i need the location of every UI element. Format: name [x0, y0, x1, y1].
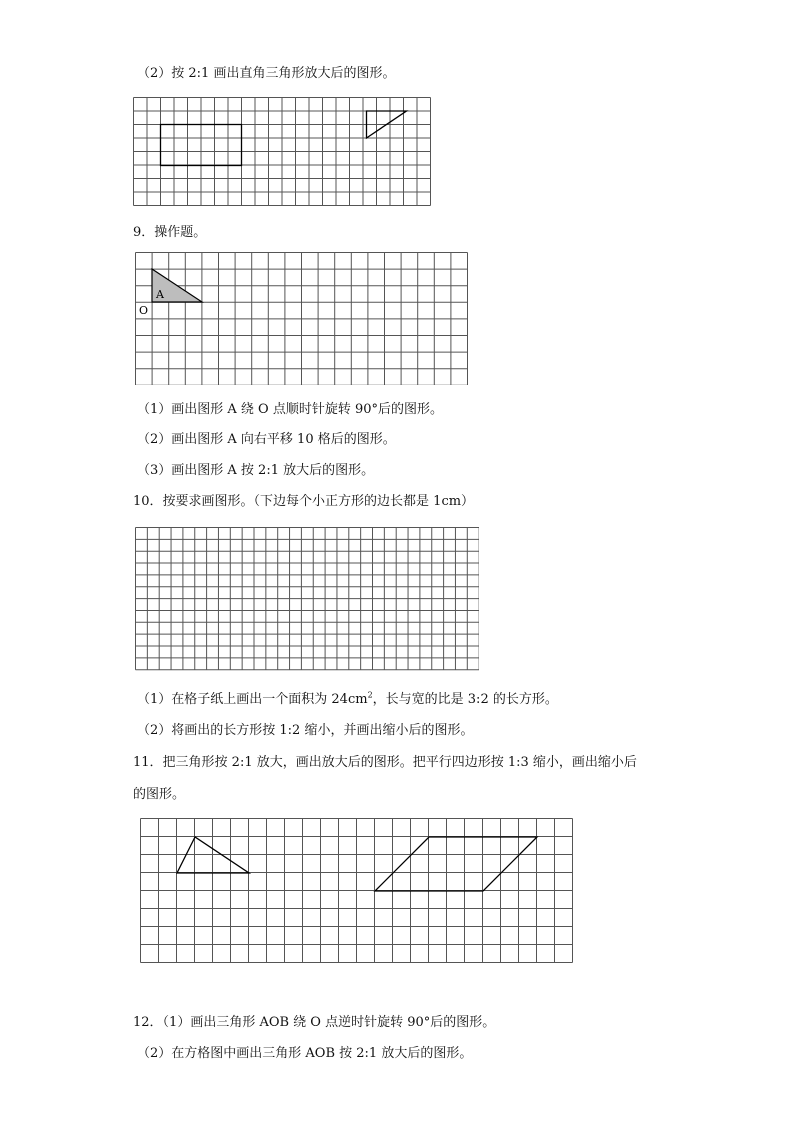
q9-grid — [135, 252, 471, 385]
q11-line1: 11．把三角形按 2:1 放大，画出放大后的图形。把平行四边形按 1:3 缩小，画出缩小后 — [133, 755, 637, 770]
q10-part1-superscript: 2 — [367, 690, 373, 700]
q12-part1: 12．（1）画出三角形 AOB 绕 O 点逆时针旋转 90°后的图形。 — [133, 1015, 496, 1030]
q9-point-o-label: O — [139, 304, 149, 317]
q10-grid — [135, 527, 479, 671]
q8-grid — [133, 97, 436, 210]
q10-part1-text: （1）在格子纸上画出一个面积为 24cm — [137, 692, 368, 707]
q10-part1 — [137, 692, 558, 708]
q9-part1: （1）画出图形 A 绕 O 点顺时针旋转 90°后的图形。 — [137, 402, 444, 417]
q10-part2: （2）将画出的长方形按 1:2 缩小，并画出缩小后的图形。 — [137, 723, 474, 738]
q9-part3: （3）画出图形 A 按 2:1 放大后的图形。 — [137, 463, 375, 478]
q9-title: 9．操作题。 — [133, 225, 207, 240]
q11-parallelogram — [375, 837, 537, 891]
q9-part2: （2）画出图形 A 向右平移 10 格后的图形。 — [137, 432, 396, 447]
q11-grid — [140, 818, 575, 966]
q10-title: 10．按要求画图形。（下边每个小正方形的边长都是 1cm） — [133, 494, 475, 509]
q8-part2-text: （2）按 2:1 画出直角三角形放大后的图形。 — [137, 66, 396, 81]
q11-line2: 的图形。 — [133, 787, 186, 802]
q12-part2: （2）在方格图中画出三角形 AOB 按 2:1 放大后的图形。 — [137, 1046, 473, 1061]
q10-part1-text-end: ，长与宽的比是 3:2 的长方形。 — [372, 692, 558, 707]
q9-shape-label: A — [156, 288, 164, 301]
